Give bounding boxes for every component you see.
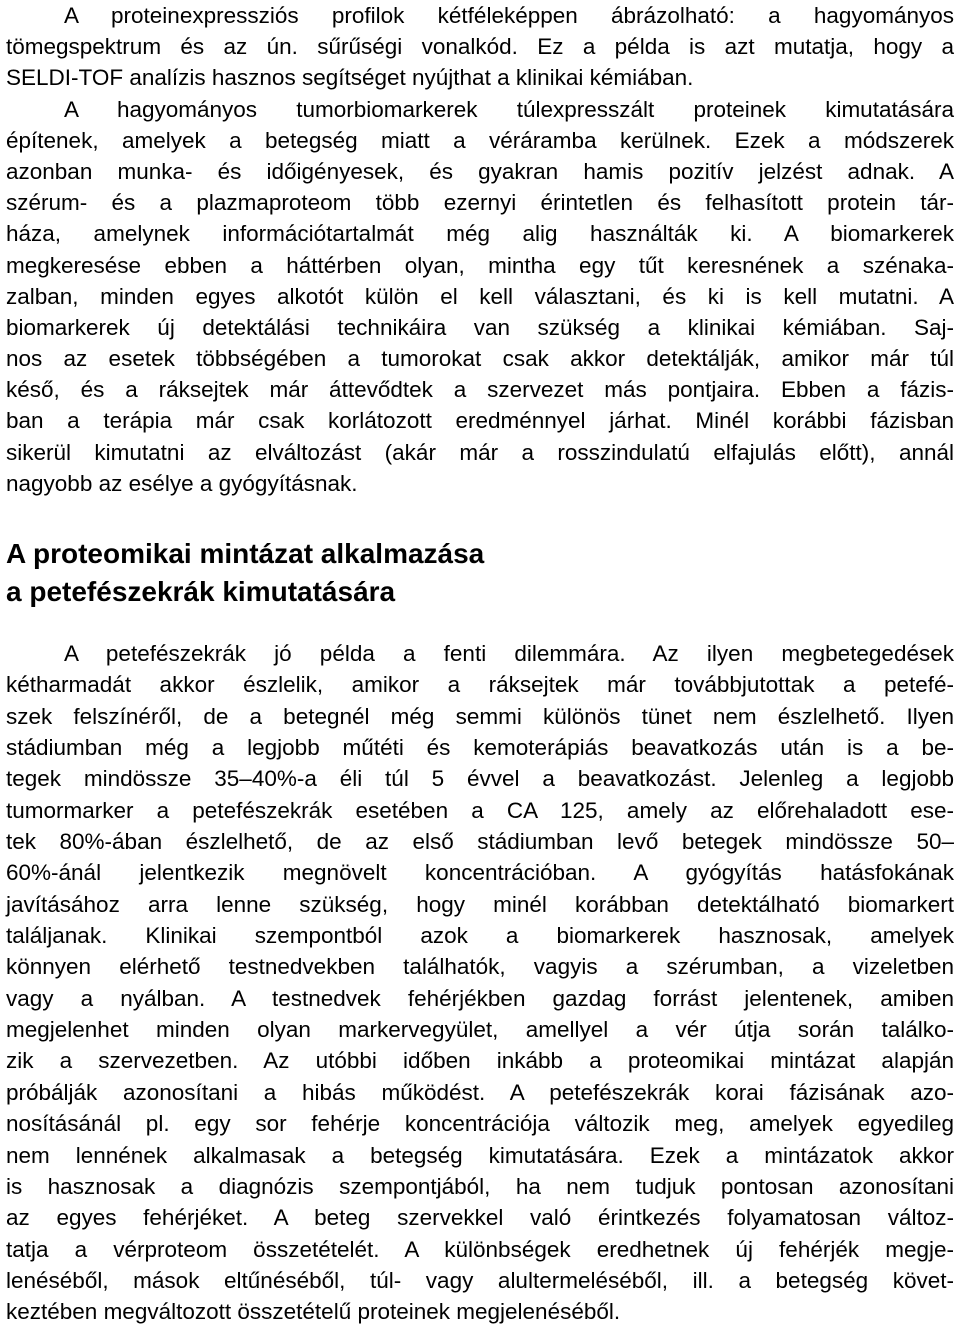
p1-line: építenek, amelyek a betegség miatt a véráramba kerülnek. Ezek a módszerek <box>6 127 954 153</box>
p2-line: kétharmadát akkor észlelik, amikor a ráksejtek már továbbjutottak a petefé- <box>6 672 954 698</box>
p1-line: azonban munka- és időigényesek, és gyakran hamis pozitív jelzést adnak. A <box>6 158 954 184</box>
p2-line: tatja a vérproteom összetételét. A különbségek eredhetnek új fehérjék megje- <box>6 1236 954 1262</box>
p1-line: háza, amelynek információtartalmát még alig használták ki. A biomarkerek <box>6 221 954 247</box>
p2-line: 60%-ánál jelentkezik megnövelt koncentrációban. A gyógyítás hatásfokának <box>6 860 954 886</box>
p1-line: A hagyományos tumorbiomarkerek túlexpresszált proteinek kimutatására <box>64 96 954 122</box>
p2-line: is hasznosak a diagnózis szempontjából, ha nem tudjuk pontosan azonosítani <box>6 1173 954 1199</box>
p2-line: javításához arra lenne szükség, hogy minél korábban detektálható biomarkert <box>6 891 954 917</box>
p2-line: szek felszínéről, de a betegnél még semmi különös tünet nem észlelhető. Ilyen <box>6 703 954 729</box>
p2-line: könnyen elérhető testnedvekben találhatók, vagyis a szérumban, a vizeletben <box>6 954 954 980</box>
p1-line: SELDI-TOF analízis hasznos segítséget nyújthat a klinikai kémiában. <box>6 65 694 91</box>
paragraph-2 <box>6 638 954 1328</box>
p2-line: A petefészekrák jó példa a fenti dilemmára. Az ilyen megbetegedések <box>64 641 954 666</box>
p2-line: stádiumban még a legjobb műtéti és kemoterápiás beavatkozás után is a be- <box>6 735 954 761</box>
p2-line: zik a szervezetben. Az utóbbi időben inkább a proteomikai mintázat alapján <box>6 1048 954 1074</box>
paragraph-1 <box>6 0 954 499</box>
p1-line: ban a terápia már csak korlátozott eredménnyel járhat. Minél korábbi fázisban <box>6 408 954 434</box>
p1-line: nagyobb az esélye a gyógyításnak. <box>6 470 358 496</box>
p2-line: tegek mindössze 35–40%-a éli túl 5 évvel a beavatkozást. Jelenleg a legjobb <box>6 766 954 792</box>
p1-line: zalban, minden egyes alkotót külön el kell választani, és ki is kell mutatni. A <box>6 283 954 309</box>
section-heading <box>6 535 954 611</box>
p1-line: A proteinexpressziós profilok kétféleképpen ábrázolható: a hagyományos <box>64 3 954 28</box>
p2-line: találjanak. Klinikai szempontból azok a biomarkerek hasznosak, amelyek <box>6 923 954 949</box>
p2-line: az egyes fehérjéket. A beteg szervekkel való érintkezés folyamatosan változ- <box>6 1205 954 1231</box>
p2-line: megjelenhet minden olyan markervegyület, amellyel a vér útja során találko- <box>6 1017 954 1043</box>
p2-line: tumormarker a petefészekrák esetében a CA 125, amely az előrehaladott ese- <box>6 797 954 823</box>
p1-line: biomarkerek új detektálási technikáira van szükség a klinikai kémiában. Saj- <box>6 314 954 340</box>
p1-line: késő, és a ráksejtek már áttevődtek a szervezet más pontjaira. Ebben a fázis- <box>6 377 954 403</box>
p2-line: tek 80%-ában észlelhető, de az első stádiumban levő betegek mindössze 50– <box>6 829 954 855</box>
p1-line: szérum- és a plazmaproteom több ezernyi érintetlen és felhasított protein tár- <box>6 190 954 216</box>
p2-line: lenéséből, mások eltűnéséből, túl- vagy alultermeléséből, ill. a betegség követ- <box>6 1267 954 1293</box>
section-heading-line: a petefészekrák kimutatására <box>6 576 396 607</box>
p2-line: nosításánál pl. egy sor fehérje koncentrációja változik meg, amelyek egyedileg <box>6 1111 954 1137</box>
section-heading-line: A proteomikai mintázat alkalmazása <box>6 538 485 569</box>
p2-line: keztében megváltozott összetételű proteinek megjelenéséből. <box>6 1299 621 1325</box>
p1-line: megkeresése ebben a háttérben olyan, mintha egy tűt keresnének a szénaka- <box>6 252 954 278</box>
p2-line: próbálják azonosítani a hibás működést. A petefészekrák korai fázisának azo- <box>6 1079 954 1105</box>
p2-line: vagy a nyálban. A testnedvek fehérjékben gazdag forrást jelentenek, amiben <box>6 985 954 1011</box>
p1-line: nos az esetek többségében a tumorokat csak akkor detektálják, amikor már túl <box>6 346 954 372</box>
p2-line: nem lennének alkalmasak a betegség kimutatására. Ezek a mintázatok akkor <box>6 1142 954 1168</box>
p1-line: sikerül kimutatni az elváltozást (akár már a rosszindulatú elfajulás előtt), annál <box>6 439 954 465</box>
p1-line: tömegspektrum és az ún. sűrűségi vonalkód. Ez a példa is azt mutatja, hogy a <box>6 34 954 60</box>
